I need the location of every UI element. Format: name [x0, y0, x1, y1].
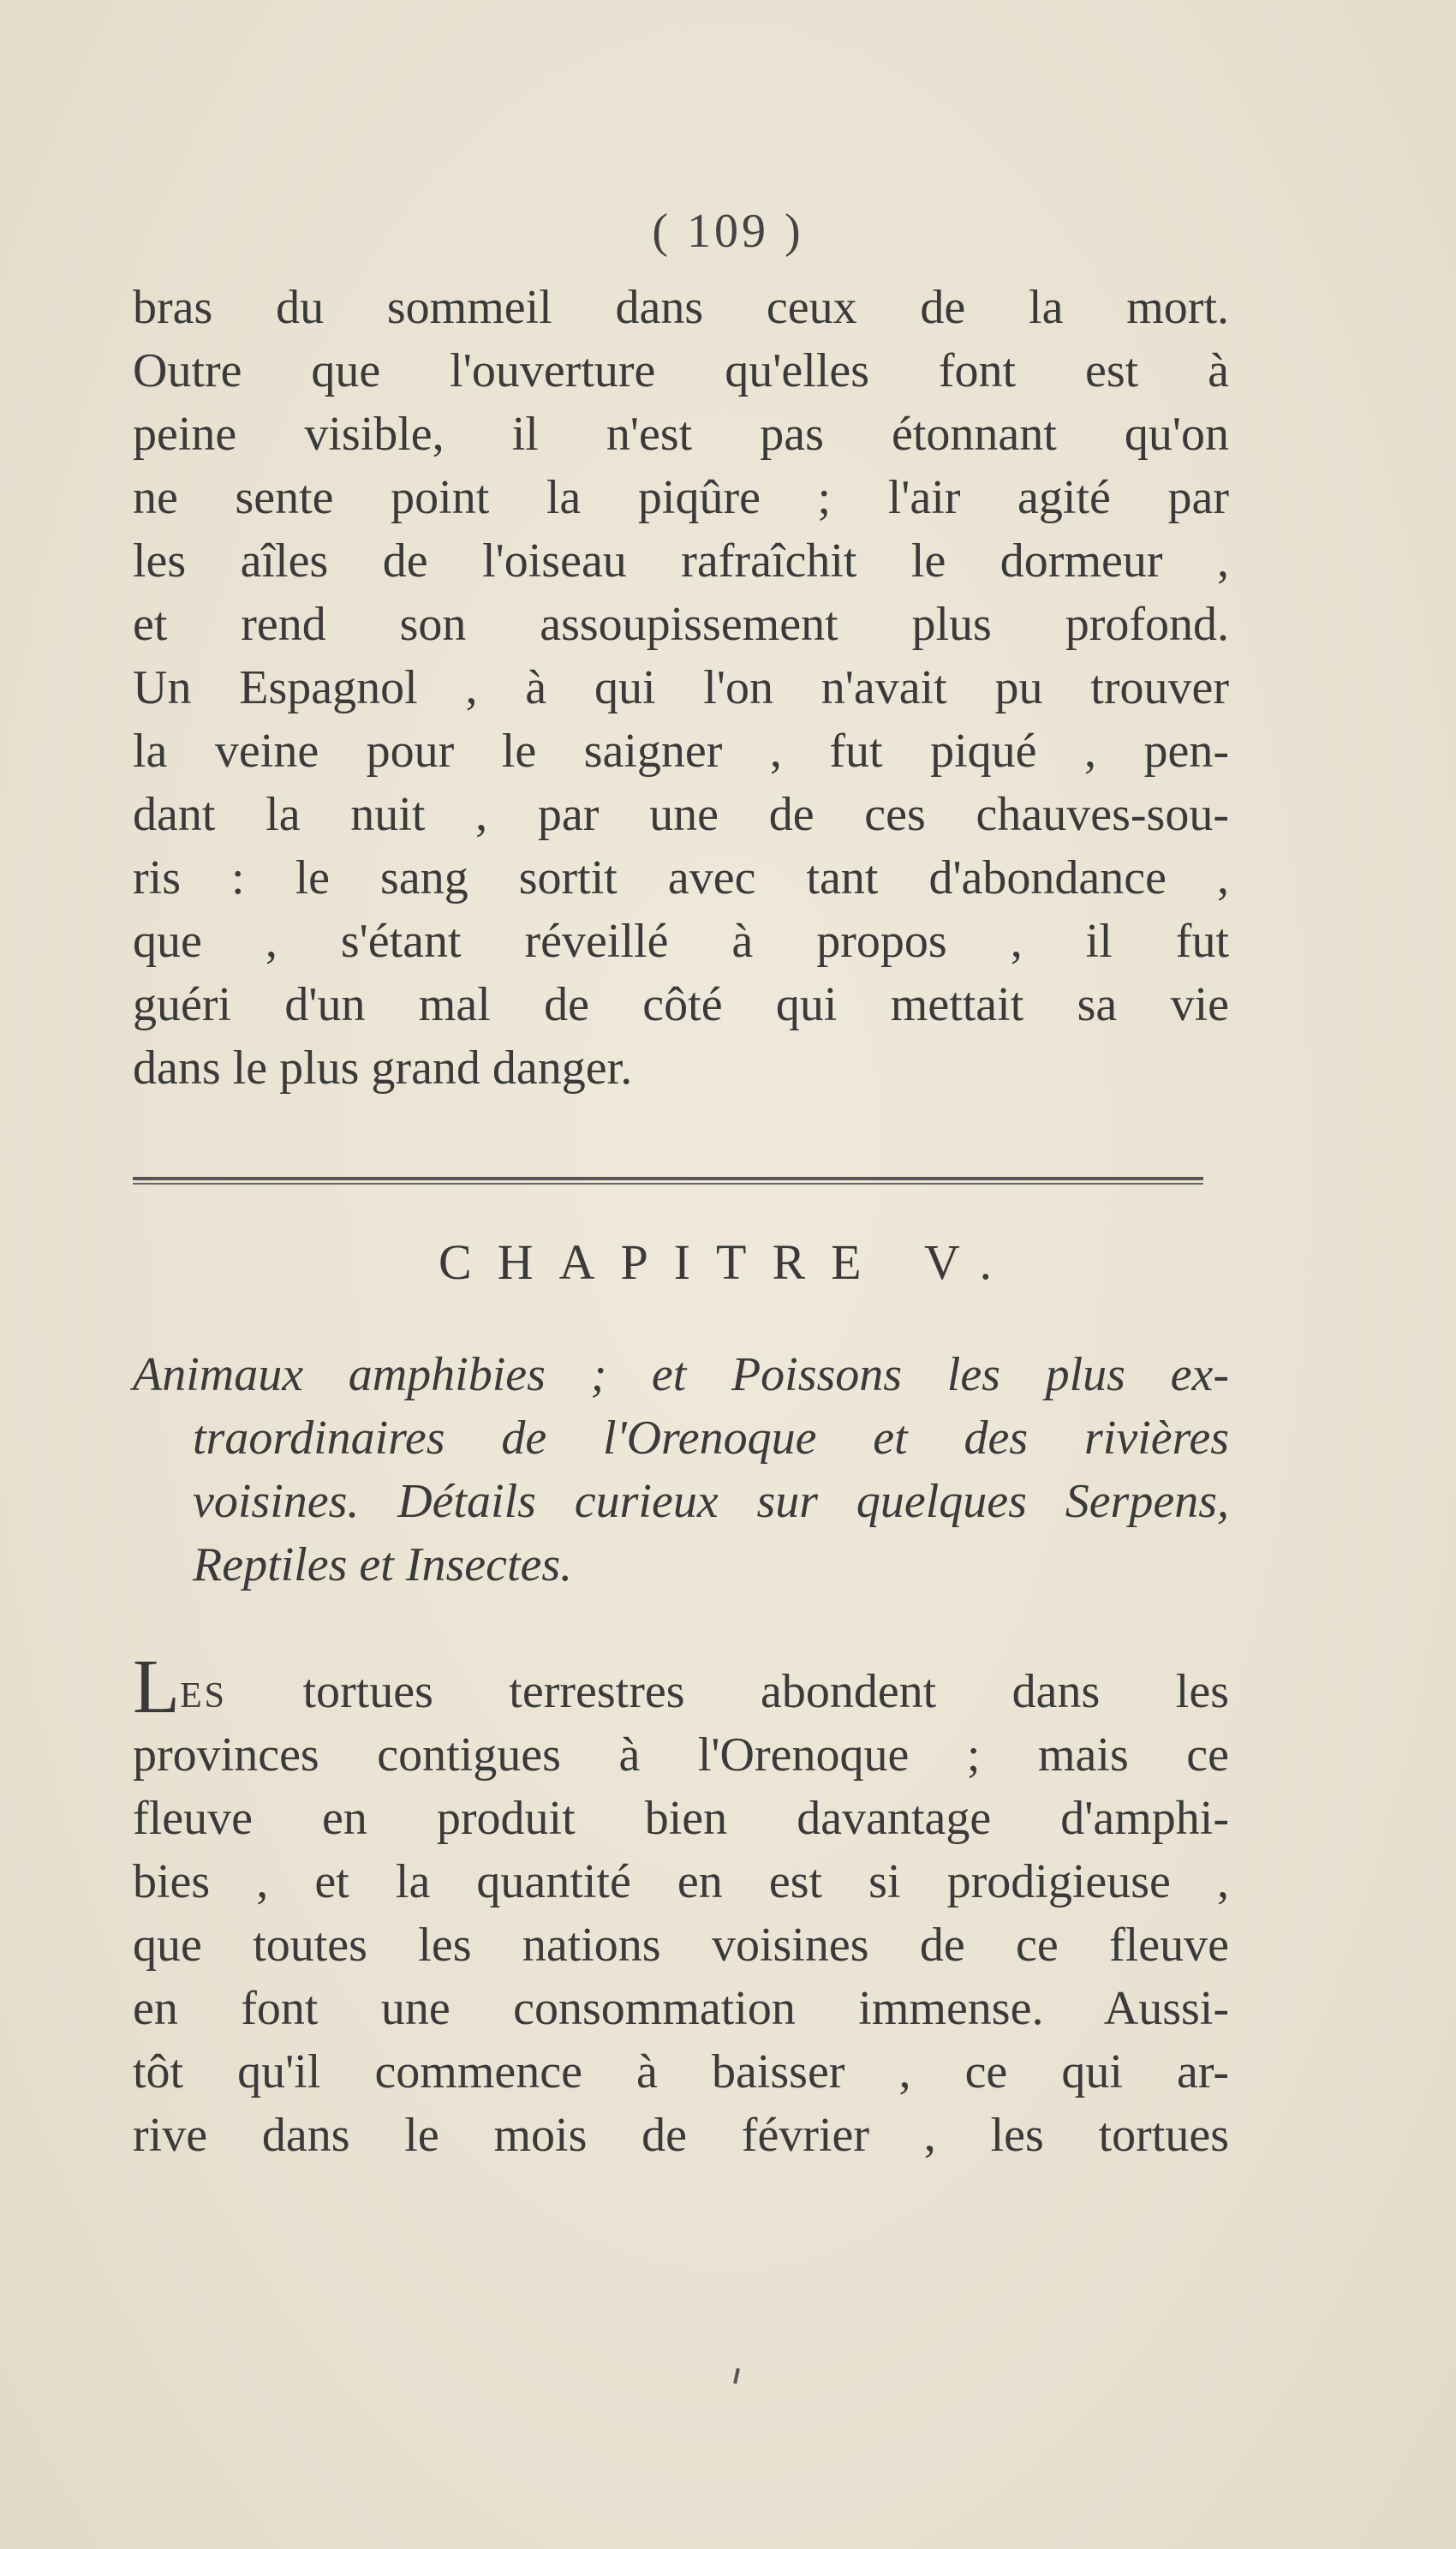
summary-line: Animaux amphibies ; et Poissons les plus ex-	[133, 1348, 1229, 1401]
text-line: bras du sommeil dans ceux de la mort.	[133, 281, 1229, 334]
text-line: la veine pour le saigner , fut piqué , pen-	[133, 725, 1229, 778]
text-line: rive dans le mois de février , les tortues	[133, 2109, 1229, 2162]
page-number: ( 109 )	[652, 205, 804, 258]
text-line: tôt qu'il commence à baisser , ce qui ar-	[133, 2045, 1229, 2098]
text-line: Outre que l'ouverture qu'elles font est à	[133, 344, 1229, 397]
chapter-summary	[133, 1343, 1229, 1597]
text-line: ris : le sang sortit avec tant d'abondance ,	[133, 851, 1229, 904]
text-line: que toutes les nations voisines de ce fleuve	[133, 1919, 1229, 1972]
text-line: dant la nuit , par une de ces chauves-sou-	[133, 788, 1229, 841]
paragraph-continued	[133, 276, 1229, 1100]
first-line-text: tortues terrestres abondent dans les	[227, 1665, 1229, 1718]
text-line: en font une consommation immense. Aussi-	[133, 1982, 1229, 2035]
summary-line: traordinaires de l'Orenoque et des rivières	[193, 1412, 1229, 1465]
divider-thin-line	[133, 1183, 1203, 1185]
chapter-title: CHAPITRE V.	[439, 1234, 1017, 1290]
divider-thick-line	[133, 1177, 1203, 1180]
summary-line: Reptiles et Insectes.	[193, 1538, 573, 1591]
text-line: bies , et la quantité en est si prodigieuse ,	[133, 1855, 1229, 1908]
text-line: provinces contigues à l'Orenoque ; mais ce	[133, 1728, 1229, 1782]
summary-line: voisines. Détails curieux sur quelques Serpens,	[193, 1475, 1229, 1528]
paragraph-chapter-opening	[133, 1645, 1229, 2167]
chapter-divider-rule	[133, 1177, 1203, 1185]
text-line: dans le plus grand danger.	[133, 1042, 633, 1095]
text-line: fleuve en produit bien davantage d'amphi-	[133, 1792, 1229, 1845]
text-line-first	[133, 1645, 1229, 1729]
text-line: et rend son assoupissement plus profond.	[133, 598, 1229, 651]
text-line: ne sente point la piqûre ; l'air agité par	[133, 471, 1229, 524]
drop-cap: L	[133, 1645, 180, 1729]
text-line: Un Espagnol , à qui l'on n'avait pu trouver	[133, 661, 1229, 714]
text-line: les aîles de l'oiseau rafraîchit le dormeur ,	[133, 534, 1229, 588]
text-line: guéri d'un mal de côté qui mettait sa vie	[133, 978, 1229, 1031]
text-line: peine visible, il n'est pas étonnant qu'on	[133, 408, 1229, 461]
small-caps: ES	[179, 1676, 227, 1716]
ink-speck	[733, 2368, 740, 2384]
text-line: que , s'étant réveillé à propos , il fut	[133, 915, 1229, 968]
